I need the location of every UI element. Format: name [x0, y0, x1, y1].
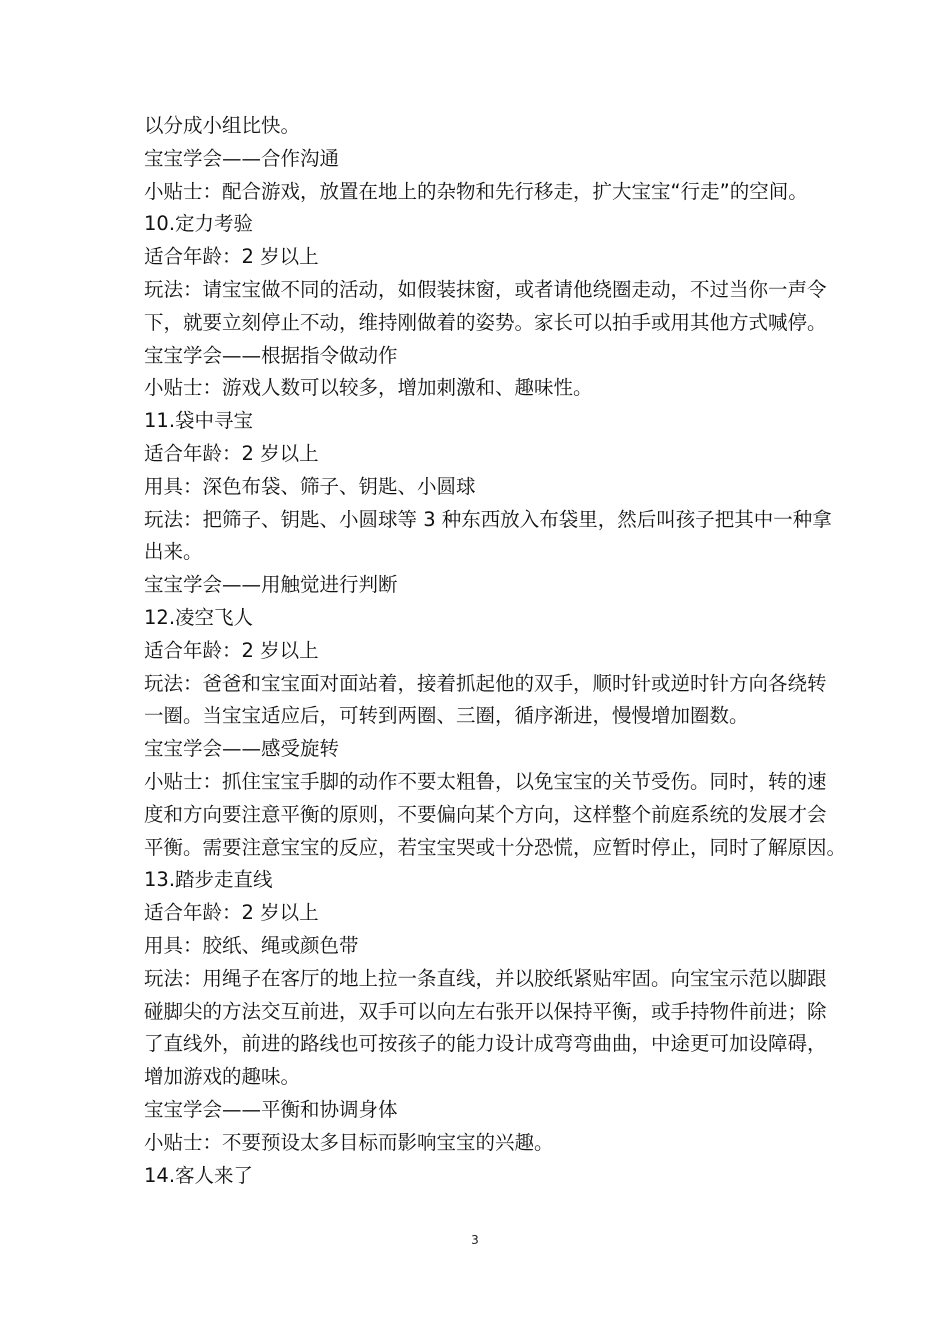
text-line: 度和方向要注意平衡的原则，不要偏向某个方向，这样整个前庭系统的发展才会	[144, 802, 827, 826]
section-heading: 宝宝学会——平衡和协调身体	[144, 1097, 398, 1121]
tip-line: 小贴士：不要预设太多目标而影响宝宝的兴趣。	[144, 1130, 554, 1154]
text-line: 平衡。需要注意宝宝的反应，若宝宝哭或十分恐慌，应暂时停止，同时了解原因。	[144, 835, 847, 859]
section-heading: 宝宝学会——感受旋转	[144, 737, 340, 761]
game-title: 11.袋中寻宝	[144, 409, 254, 433]
age-line: 适合年龄：2 岁以上	[144, 638, 319, 662]
text-line: 了直线外，前进的路线也可按孩子的能力设计成弯弯曲曲，中途更可加设障碍，	[144, 1032, 827, 1056]
document-body	[144, 110, 847, 1192]
play-line: 玩法：请宝宝做不同的活动，如假装抹窗，或者请他绕圈走动，不过当你一声令	[144, 277, 827, 301]
section-heading: 宝宝学会——根据指令做动作	[144, 343, 398, 367]
text-line: 增加游戏的趣味。	[144, 1065, 301, 1089]
text-line: 下，就要立刻停止不动，维持刚做着的姿势。家长可以拍手或用其他方式喊停。	[144, 310, 827, 334]
text-line: 出来。	[144, 540, 203, 564]
game-title: 10.定力考验	[144, 212, 254, 236]
tip-line: 小贴士：游戏人数可以较多，增加刺激和、趣味性。	[144, 376, 593, 400]
text-line: 一圈。当宝宝适应后，可转到两圈、三圈，循序渐进，慢慢增加圈数。	[144, 704, 749, 728]
play-line: 玩法：爸爸和宝宝面对面站着，接着抓起他的双手，顺时针或逆时针方向各绕转	[144, 671, 827, 695]
page-number: 3	[471, 1233, 479, 1247]
play-line: 玩法：用绳子在客厅的地上拉一条直线，并以胶纸紧贴牢固。向宝宝示范以脚跟	[144, 966, 827, 990]
game-title: 13.踏步走直线	[144, 868, 273, 892]
tools-line: 用具：胶纸、绳或颜色带	[144, 933, 359, 957]
age-line: 适合年龄：2 岁以上	[144, 901, 319, 925]
age-line: 适合年龄：2 岁以上	[144, 441, 319, 465]
game-title: 14.客人来了	[144, 1163, 254, 1187]
tip-line: 小贴士：配合游戏，放置在地上的杂物和先行移走，扩大宝宝“行走”的空间。	[144, 179, 808, 203]
section-heading: 宝宝学会——合作沟通	[144, 146, 340, 170]
tip-line: 小贴士：抓住宝宝手脚的动作不要太粗鲁，以免宝宝的关节受伤。同时，转的速	[144, 769, 827, 793]
age-line: 适合年龄：2 岁以上	[144, 245, 319, 269]
section-heading: 宝宝学会——用触觉进行判断	[144, 573, 398, 597]
play-line: 玩法：把筛子、钥匙、小圆球等 3 种东西放入布袋里，然后叫孩子把其中一种拿	[144, 507, 832, 531]
text-line: 以分成小组比快。	[144, 114, 301, 137]
game-title: 12.凌空飞人	[144, 605, 254, 629]
tools-line: 用具：深色布袋、筛子、钥匙、小圆球	[144, 474, 476, 498]
text-line: 碰脚尖的方法交互前进，双手可以向左右张开以保持平衡，或手持物件前进；除	[144, 999, 827, 1023]
